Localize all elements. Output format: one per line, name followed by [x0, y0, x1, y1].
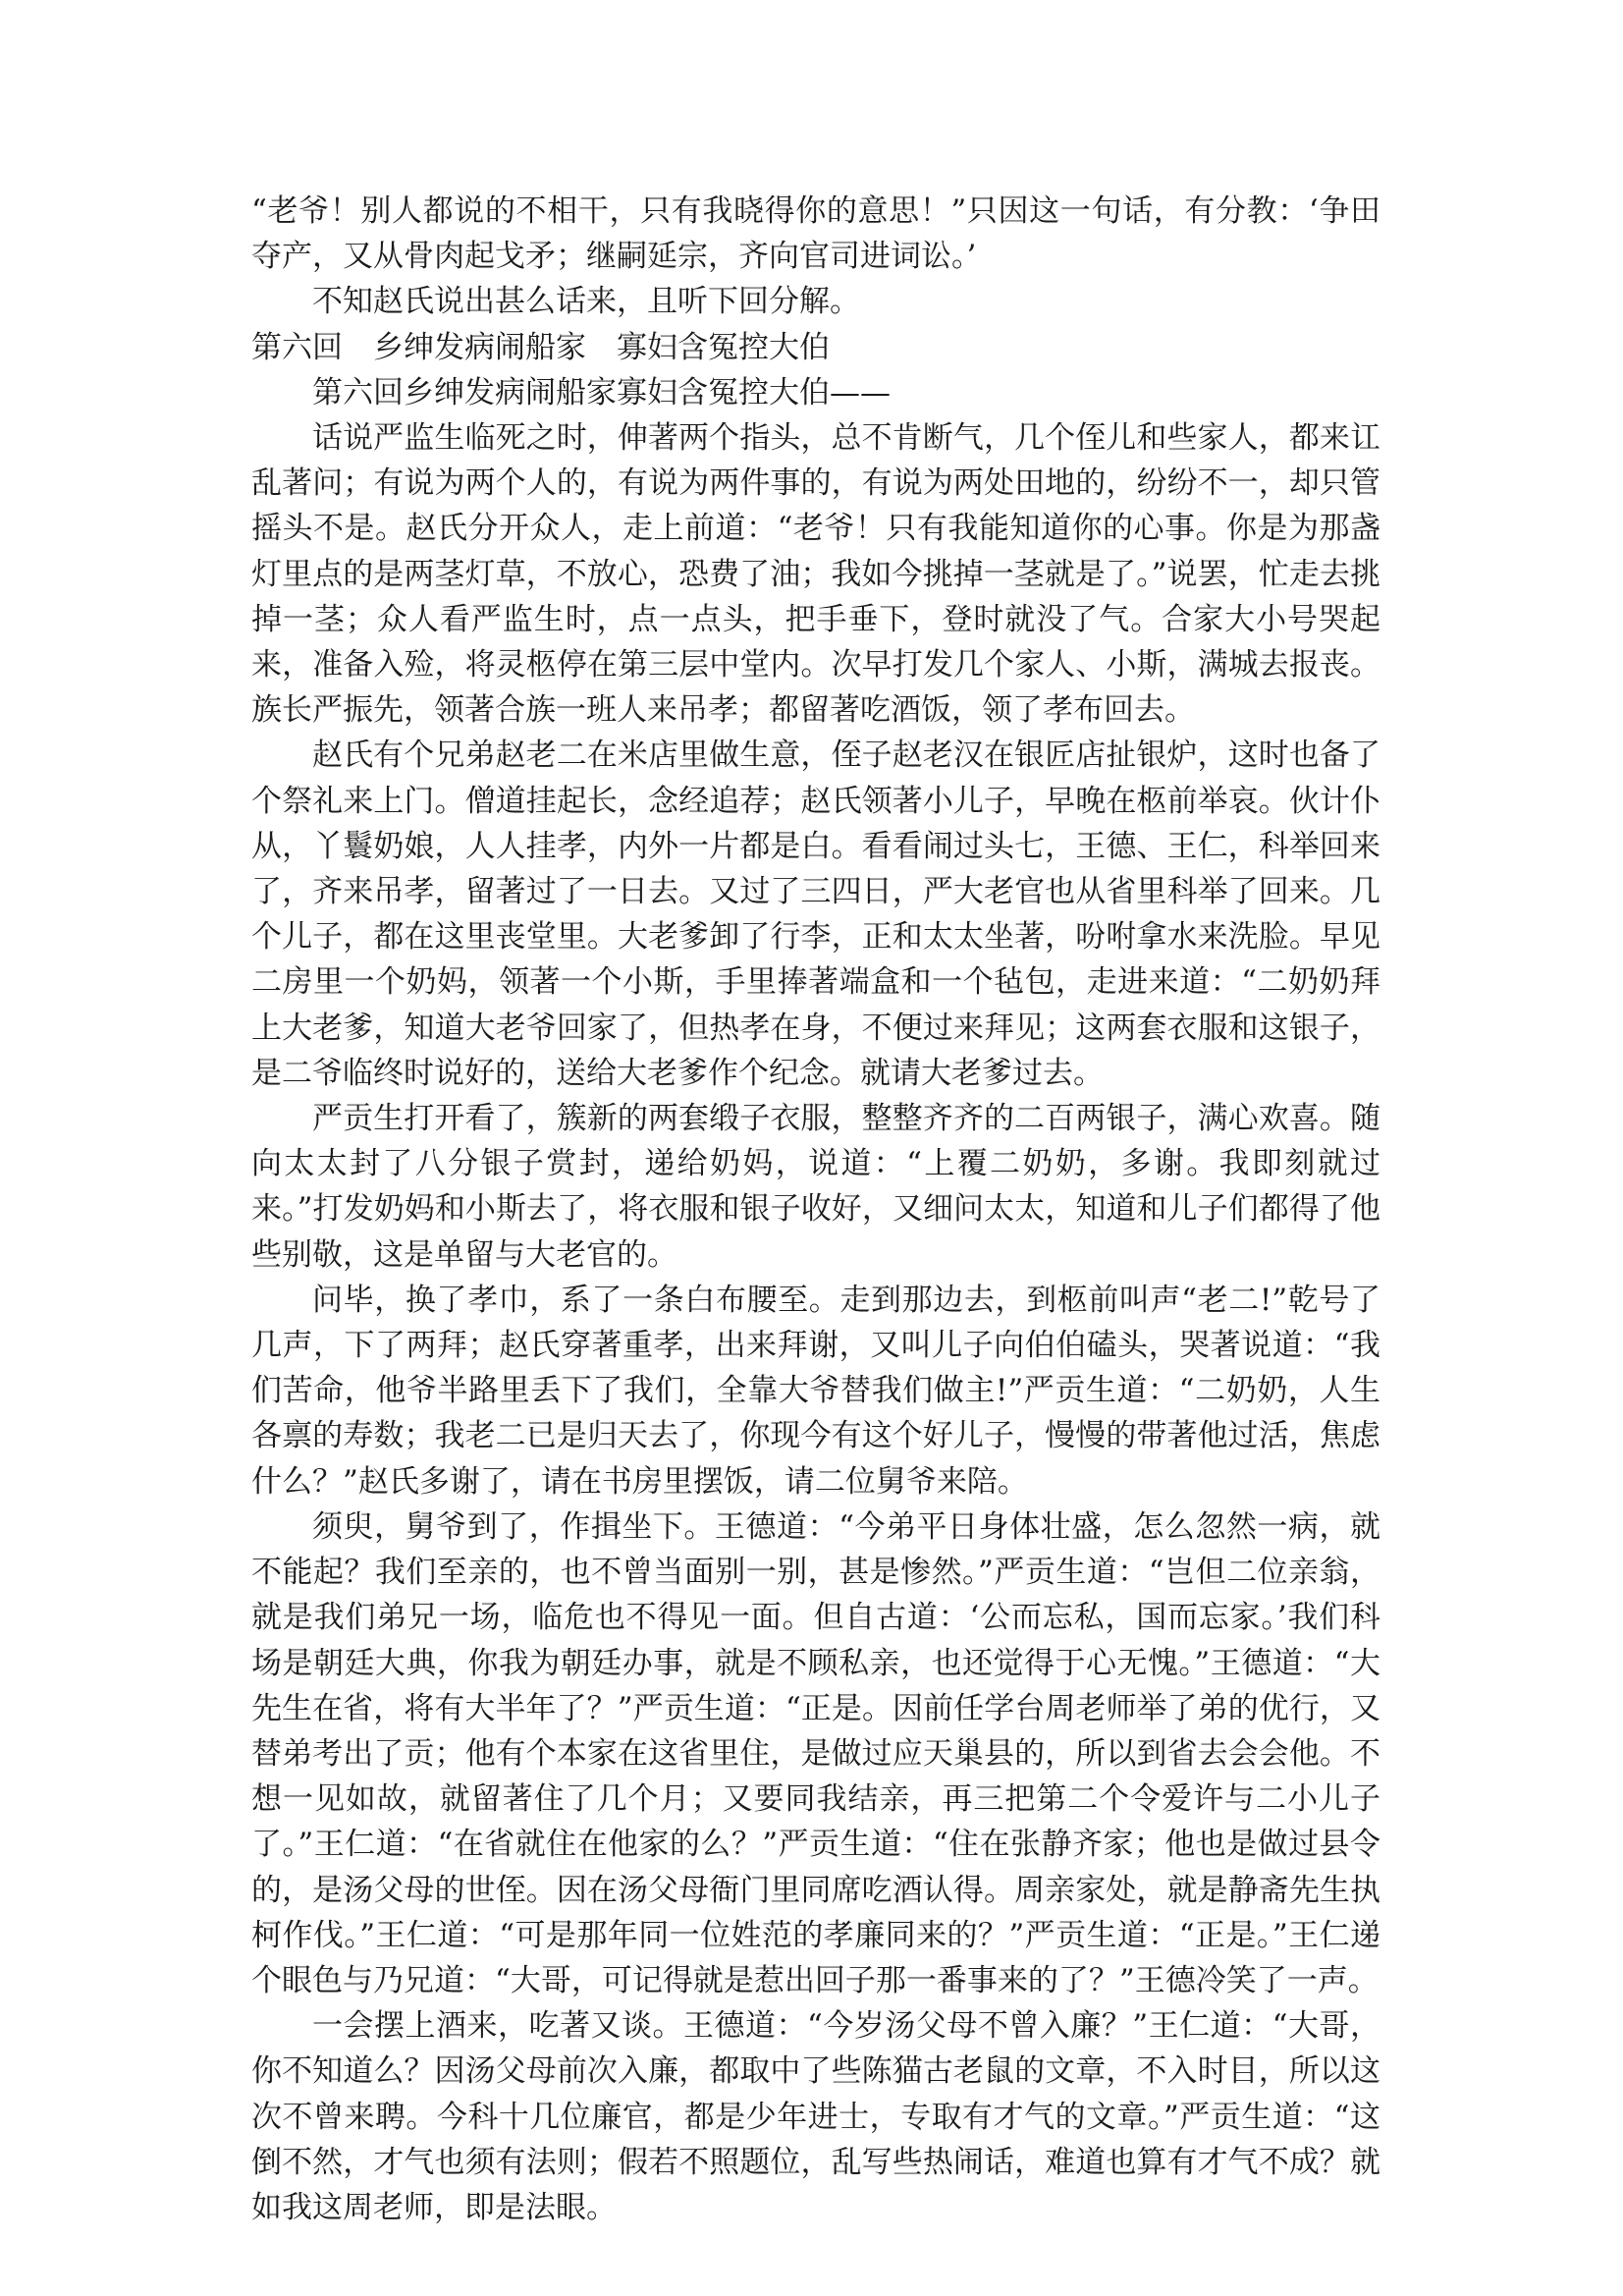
chapter-heading: 第六回 乡绅发病闹船家 寡妇含冤控大伯: [251, 329, 830, 365]
paragraph-10: 一会摆上酒来，吃著又谈。王德道：“今岁汤父母不曾入廉？”王仁道：“大哥，你不知道么？因汤父母前次入廉，都取中了些陈猫古老鼠的文章，不入时目，所以这次不曾来聘。今科十几位廉官，都是少年进士，专取有才气的文章。”严贡生道：“这倒不然，才气也须有法则；假若不照题位，乱写些热闹话，难道也算有才气不成？就如我这周老师，即是法眼。: [251, 2008, 1380, 2225]
paragraph-8: 问毕，换了孝巾，系了一条白布腰至。走到那边去，到柩前叫声“老二!”乾号了几声，下了两拜；赵氏穿著重孝，出来拜谢，又叫儿子向伯伯磕头，哭著说道：“我们苦命，他爷半路里丢下了我们，全靠大爷替我们做主!”严贡生道：“二奶奶，人生各禀的寿数；我老二已是归天去了，你现今有这个好儿子，慢慢的带著他过活，焦虑什么？”赵氏多谢了，请在书房里摆饭，请二位舅爷来陪。: [251, 1282, 1380, 1500]
paragraph-2: 不知赵氏说出甚么话来，且听下回分解。: [312, 284, 860, 320]
paragraph-6: 赵氏有个兄弟赵老二在米店里做生意，侄子赵老汉在银匠店扯银炉，这时也备了个祭礼来上门。僧道挂起长，念经追荐；赵氏领著小儿子，早晚在柩前举哀。伙计仆从，丫鬟奶娘，人人挂孝，内外一片都是白。看看闹过头七，王德、王仁，科举回来了，齐来吊孝，留著过了一日去。又过了三四日，严大老官也从省里科举了回来。几个儿子，都在这里丧堂里。大老爹卸了行李，正和太太坐著，吩咐拿水来洗脸。早见二房里一个奶妈，领著一个小斯，手里捧著端盒和一个毡包，走进来道：“二奶奶拜上大老爹，知道大老爷回家了，但热孝在身，不便过来拜见；这两套衣服和这银子，是二爷临终时说好的，送给大老爹作个纪念。就请大老爹过去。: [251, 738, 1380, 1091]
paragraph-7: 严贡生打开看了，簇新的两套缎子衣服，整整齐齐的二百两银子，满心欢喜。随向太太封了八分银子赏封，递给奶妈，说道：“上覆二奶奶，多谢。我即刻就过来。”打发奶妈和小斯去了，将衣服和银子收好，又细问太太，知道和儿子们都得了他些别敬，这是单留与大老官的。: [251, 1101, 1380, 1273]
paragraph-9: 须臾，舅爷到了，作揖坐下。王德道：“今弟平日身体壮盛，怎么忽然一病，就不能起？我们至亲的，也不曾当面别一别，甚是惨然。”严贡生道：“岂但二位亲翁，就是我们弟兄一场，临危也不得见一面。但自古道：‘公而忘私，国而忘家。’我们科场是朝廷大典，你我为朝廷办事，就是不顾私亲，也还觉得于心无愧。”王德道：“大先生在省，将有大半年了？”严贡生道：“正是。因前任学台周老师举了弟的优行，又替弟考出了贡；他有个本家在这省里住，是做过应天巢县的，所以到省去会会他。不想一见如故，就留著住了几个月；又要同我结亲，再三把第二个令爱许与二小儿子了。”王仁道：“在省就住在他家的么？”严贡生道：“住在张静齐家；他也是做过县令的，是汤父母的世侄。因在汤父母衙门里同席吃酒认得。周亲家处，就是静斋先生执柯作伐。”王仁道：“可是那年同一位姓范的孝廉同来的？”严贡生道：“正是。”王仁递个眼色与乃兄道：“大哥，可记得就是惹出回子那一番事来的了？”王德冷笑了一声。: [251, 1508, 1380, 1998]
paragraph-1: “老爷！别人都说的不相干，只有我晓得你的意思！”只因这一句话，有分教：‘争田夺产，又从骨肉起戈矛；继嗣延宗，齐向官司进词讼。’: [251, 193, 1380, 275]
chapter-subtitle: 第六回乡绅发病闹船家寡妇含冤控大伯——: [312, 374, 891, 410]
paragraph-5: 话说严监生临死之时，伸著两个指头，总不肯断气，几个侄儿和些家人，都来讧乱著问；有说为两个人的，有说为两件事的，有说为两处田地的，纷纷不一，却只管摇头不是。赵氏分开众人，走上前道：“老爷！只有我能知道你的心事。你是为那盏灯里点的是两茎灯草，不放心，恐费了油；我如今挑掉一茎就是了。”说罢，忙走去挑掉一茎；众人看严监生时，点一点头，把手垂下，登时就没了气。合家大小号哭起来，准备入殓，将灵柩停在第三层中堂内。次早打发几个家人、小斯，满城去报丧。族长严振先，领著合族一班人来吊孝；都留著吃酒饭，领了孝布回去。: [251, 420, 1380, 729]
document-body: [251, 189, 1380, 2230]
